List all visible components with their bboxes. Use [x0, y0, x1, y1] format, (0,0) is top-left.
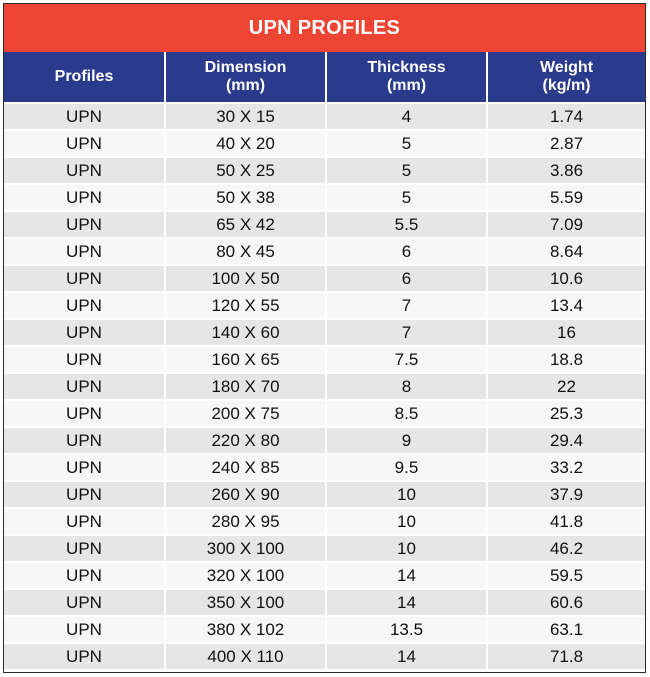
cell-thickness: 5.5 [326, 211, 487, 238]
profiles-table [4, 52, 645, 671]
table-row [4, 130, 645, 157]
cell-dimension: 200 X 75 [165, 400, 326, 427]
cell-profile: UPN [4, 508, 165, 535]
table-body [4, 103, 645, 670]
cell-dimension: 260 X 90 [165, 481, 326, 508]
cell-dimension: 100 X 50 [165, 265, 326, 292]
table-row [4, 535, 645, 562]
cell-weight: 16 [487, 319, 645, 346]
header-row [4, 52, 645, 103]
table-row [4, 157, 645, 184]
cell-weight: 46.2 [487, 535, 645, 562]
cell-thickness: 10 [326, 481, 487, 508]
cell-dimension: 320 X 100 [165, 562, 326, 589]
cell-weight: 22 [487, 373, 645, 400]
cell-profile: UPN [4, 454, 165, 481]
cell-thickness: 7.5 [326, 346, 487, 373]
cell-dimension: 350 X 100 [165, 589, 326, 616]
cell-profile: UPN [4, 562, 165, 589]
header-dimension-label: Dimension [204, 59, 287, 76]
table-row [4, 265, 645, 292]
cell-profile: UPN [4, 427, 165, 454]
cell-weight: 71.8 [487, 643, 645, 670]
cell-dimension: 30 X 15 [165, 103, 326, 130]
cell-thickness: 7 [326, 319, 487, 346]
cell-thickness: 10 [326, 535, 487, 562]
cell-dimension: 120 X 55 [165, 292, 326, 319]
table-row [4, 103, 645, 130]
table-row [4, 400, 645, 427]
table-row [4, 643, 645, 670]
cell-profile: UPN [4, 130, 165, 157]
cell-thickness: 14 [326, 643, 487, 670]
cell-thickness: 14 [326, 562, 487, 589]
upn-profiles-table-card [3, 3, 646, 673]
cell-dimension: 240 X 85 [165, 454, 326, 481]
cell-thickness: 6 [326, 265, 487, 292]
header-thickness [326, 52, 487, 103]
header-dimension [165, 52, 326, 103]
cell-weight: 33.2 [487, 454, 645, 481]
cell-weight: 37.9 [487, 481, 645, 508]
cell-weight: 1.74 [487, 103, 645, 130]
cell-weight: 29.4 [487, 427, 645, 454]
cell-weight: 63.1 [487, 616, 645, 643]
cell-weight: 60.6 [487, 589, 645, 616]
table-row [4, 373, 645, 400]
header-profiles [4, 52, 165, 103]
header-weight [487, 52, 645, 103]
cell-profile: UPN [4, 535, 165, 562]
cell-profile: UPN [4, 184, 165, 211]
table-row [4, 589, 645, 616]
cell-dimension: 300 X 100 [165, 535, 326, 562]
table-row [4, 508, 645, 535]
header-profiles-label: Profiles [54, 68, 114, 85]
cell-weight: 13.4 [487, 292, 645, 319]
cell-profile: UPN [4, 346, 165, 373]
cell-profile: UPN [4, 319, 165, 346]
table-row [4, 319, 645, 346]
table-title: UPN PROFILES [4, 4, 645, 52]
cell-weight: 10.6 [487, 265, 645, 292]
cell-dimension: 180 X 70 [165, 373, 326, 400]
cell-thickness: 10 [326, 508, 487, 535]
cell-thickness: 5 [326, 184, 487, 211]
cell-dimension: 140 X 60 [165, 319, 326, 346]
header-thickness-label: Thickness [367, 59, 446, 76]
cell-weight: 41.8 [487, 508, 645, 535]
header-thickness-unit: (mm) [386, 77, 427, 94]
cell-dimension: 160 X 65 [165, 346, 326, 373]
header-weight-label: Weight [539, 59, 594, 76]
cell-dimension: 220 X 80 [165, 427, 326, 454]
cell-profile: UPN [4, 103, 165, 130]
table-row [4, 238, 645, 265]
cell-dimension: 280 X 95 [165, 508, 326, 535]
cell-profile: UPN [4, 211, 165, 238]
cell-profile: UPN [4, 265, 165, 292]
cell-dimension: 80 X 45 [165, 238, 326, 265]
cell-weight: 25.3 [487, 400, 645, 427]
cell-profile: UPN [4, 589, 165, 616]
cell-thickness: 5 [326, 130, 487, 157]
table-row [4, 211, 645, 238]
cell-profile: UPN [4, 292, 165, 319]
cell-dimension: 50 X 25 [165, 157, 326, 184]
cell-thickness: 6 [326, 238, 487, 265]
cell-weight: 59.5 [487, 562, 645, 589]
header-weight-unit: (kg/m) [542, 77, 591, 94]
cell-weight: 3.86 [487, 157, 645, 184]
cell-thickness: 8.5 [326, 400, 487, 427]
cell-profile: UPN [4, 616, 165, 643]
cell-dimension: 40 X 20 [165, 130, 326, 157]
cell-thickness: 4 [326, 103, 487, 130]
cell-dimension: 65 X 42 [165, 211, 326, 238]
cell-dimension: 380 X 102 [165, 616, 326, 643]
cell-profile: UPN [4, 373, 165, 400]
cell-weight: 18.8 [487, 346, 645, 373]
cell-profile: UPN [4, 400, 165, 427]
table-row [4, 292, 645, 319]
cell-dimension: 400 X 110 [165, 643, 326, 670]
cell-profile: UPN [4, 238, 165, 265]
cell-thickness: 14 [326, 589, 487, 616]
cell-thickness: 9 [326, 427, 487, 454]
cell-thickness: 13.5 [326, 616, 487, 643]
header-dimension-unit: (mm) [225, 77, 266, 94]
table-row [4, 616, 645, 643]
table-row [4, 427, 645, 454]
table-row [4, 562, 645, 589]
cell-thickness: 5 [326, 157, 487, 184]
cell-thickness: 7 [326, 292, 487, 319]
table-row [4, 346, 645, 373]
cell-dimension: 50 X 38 [165, 184, 326, 211]
cell-weight: 2.87 [487, 130, 645, 157]
cell-thickness: 9.5 [326, 454, 487, 481]
cell-profile: UPN [4, 643, 165, 670]
cell-weight: 7.09 [487, 211, 645, 238]
cell-thickness: 8 [326, 373, 487, 400]
table-row [4, 454, 645, 481]
cell-profile: UPN [4, 157, 165, 184]
table-row [4, 481, 645, 508]
cell-weight: 5.59 [487, 184, 645, 211]
cell-profile: UPN [4, 481, 165, 508]
table-row [4, 184, 645, 211]
cell-weight: 8.64 [487, 238, 645, 265]
